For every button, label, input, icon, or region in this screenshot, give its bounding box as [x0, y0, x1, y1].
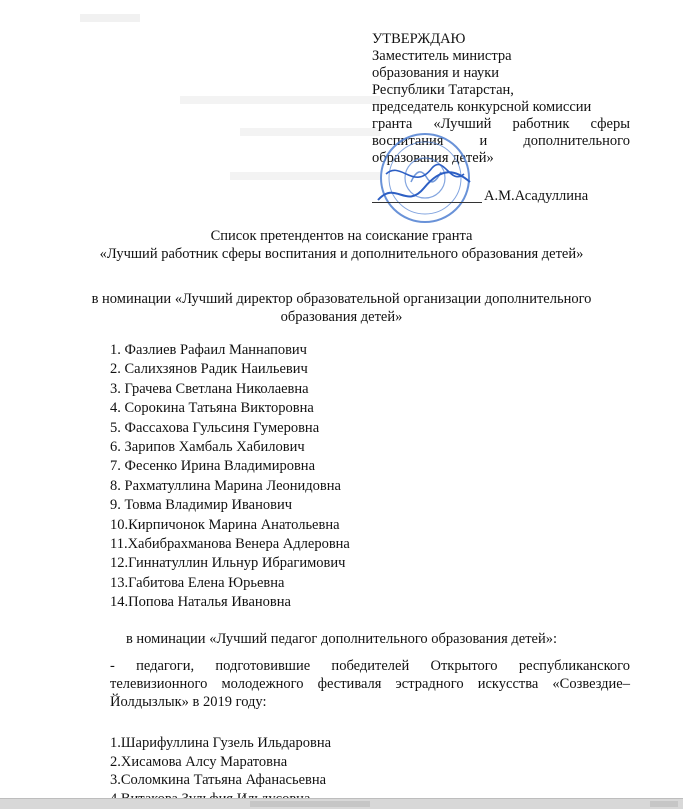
- approval-position: образования детей»: [372, 150, 494, 166]
- list-item: 6. Зарипов Хамбаль Хабилович: [110, 439, 305, 456]
- approval-position: воспитания и дополнительного: [372, 133, 630, 149]
- nominee-list: [110, 734, 331, 808]
- document-subtitle: «Лучший работник сферы воспитания и дополнительного образования детей»: [99, 246, 584, 262]
- approval-position: гранта «Лучший работник сферы: [372, 116, 630, 132]
- nominee-list: [110, 341, 350, 613]
- list-item: 1.Шарифуллина Гузель Ильдаровна: [110, 735, 332, 751]
- list-item: 4. Сорокина Татьяна Викторовна: [110, 400, 314, 417]
- approval-heading: УТВЕРЖДАЮ: [372, 31, 466, 47]
- list-item: 1. Фазлиев Рафаил Маннапович: [110, 342, 307, 358]
- approval-position: председатель конкурсной комиссии: [372, 99, 592, 115]
- approval-position: образования и науки: [372, 65, 500, 81]
- approval-position: Республики Татарстан,: [372, 82, 514, 98]
- nomination-heading: образования детей»: [280, 309, 403, 325]
- list-item: 3.Соломкина Татьяна Афанасьевна: [110, 772, 327, 788]
- list-item: 10.Кирпичонок Марина Анатольевна: [110, 516, 340, 533]
- list-item: 12.Гиннатуллин Ильнур Ибрагимович: [110, 555, 346, 572]
- list-item: 3. Грачева Светлана Николаевна: [110, 380, 309, 397]
- signature-line: [372, 202, 482, 203]
- list-item: 9. Товма Владимир Иванович: [110, 497, 293, 514]
- nomination-heading: в номинации «Лучший педагог дополнительного образования детей»:: [125, 631, 558, 647]
- signer-name: А.М.Асадуллина: [484, 188, 589, 204]
- bleed-through-mark: [80, 14, 140, 22]
- list-item: 13.Габитова Елена Юрьевна: [110, 574, 285, 591]
- scrollbar-thumb[interactable]: [250, 801, 370, 807]
- scrollbar-thumb[interactable]: [650, 801, 678, 807]
- viewer-horizontal-scrollbar[interactable]: [0, 798, 683, 809]
- bleed-through-mark: [180, 96, 380, 104]
- bleed-through-mark: [230, 172, 380, 180]
- nomination-description: - педагоги, подготовившие победителей Открытого республиканского телевизионного молодежного фестиваля эстрадного искусства «Созвездие–Йолдызлык» в 2019 году:: [110, 658, 630, 710]
- list-item: 7. Фесенко Ирина Владимировна: [110, 458, 316, 475]
- list-item: 5. Фассахова Гульсиня Гумеровна: [110, 419, 320, 436]
- approval-position: Заместитель министра: [372, 48, 512, 64]
- nomination-heading: в номинации «Лучший директор образовательной организации дополнительного: [91, 291, 592, 307]
- bleed-through-mark: [240, 128, 380, 136]
- list-item: 11.Хабибрахманова Венера Адлеровна: [110, 536, 350, 553]
- document-title: Список претендентов на соискание гранта: [210, 228, 473, 244]
- list-item: 2.Хисамова Алсу Маратовна: [110, 753, 288, 770]
- list-item: 2. Салихзянов Радик Наильевич: [110, 361, 308, 378]
- list-item: 8. Рахматуллина Марина Леонидовна: [110, 477, 341, 494]
- official-seal-stamp: [366, 130, 484, 226]
- list-item: 14.Попова Наталья Ивановна: [110, 594, 291, 611]
